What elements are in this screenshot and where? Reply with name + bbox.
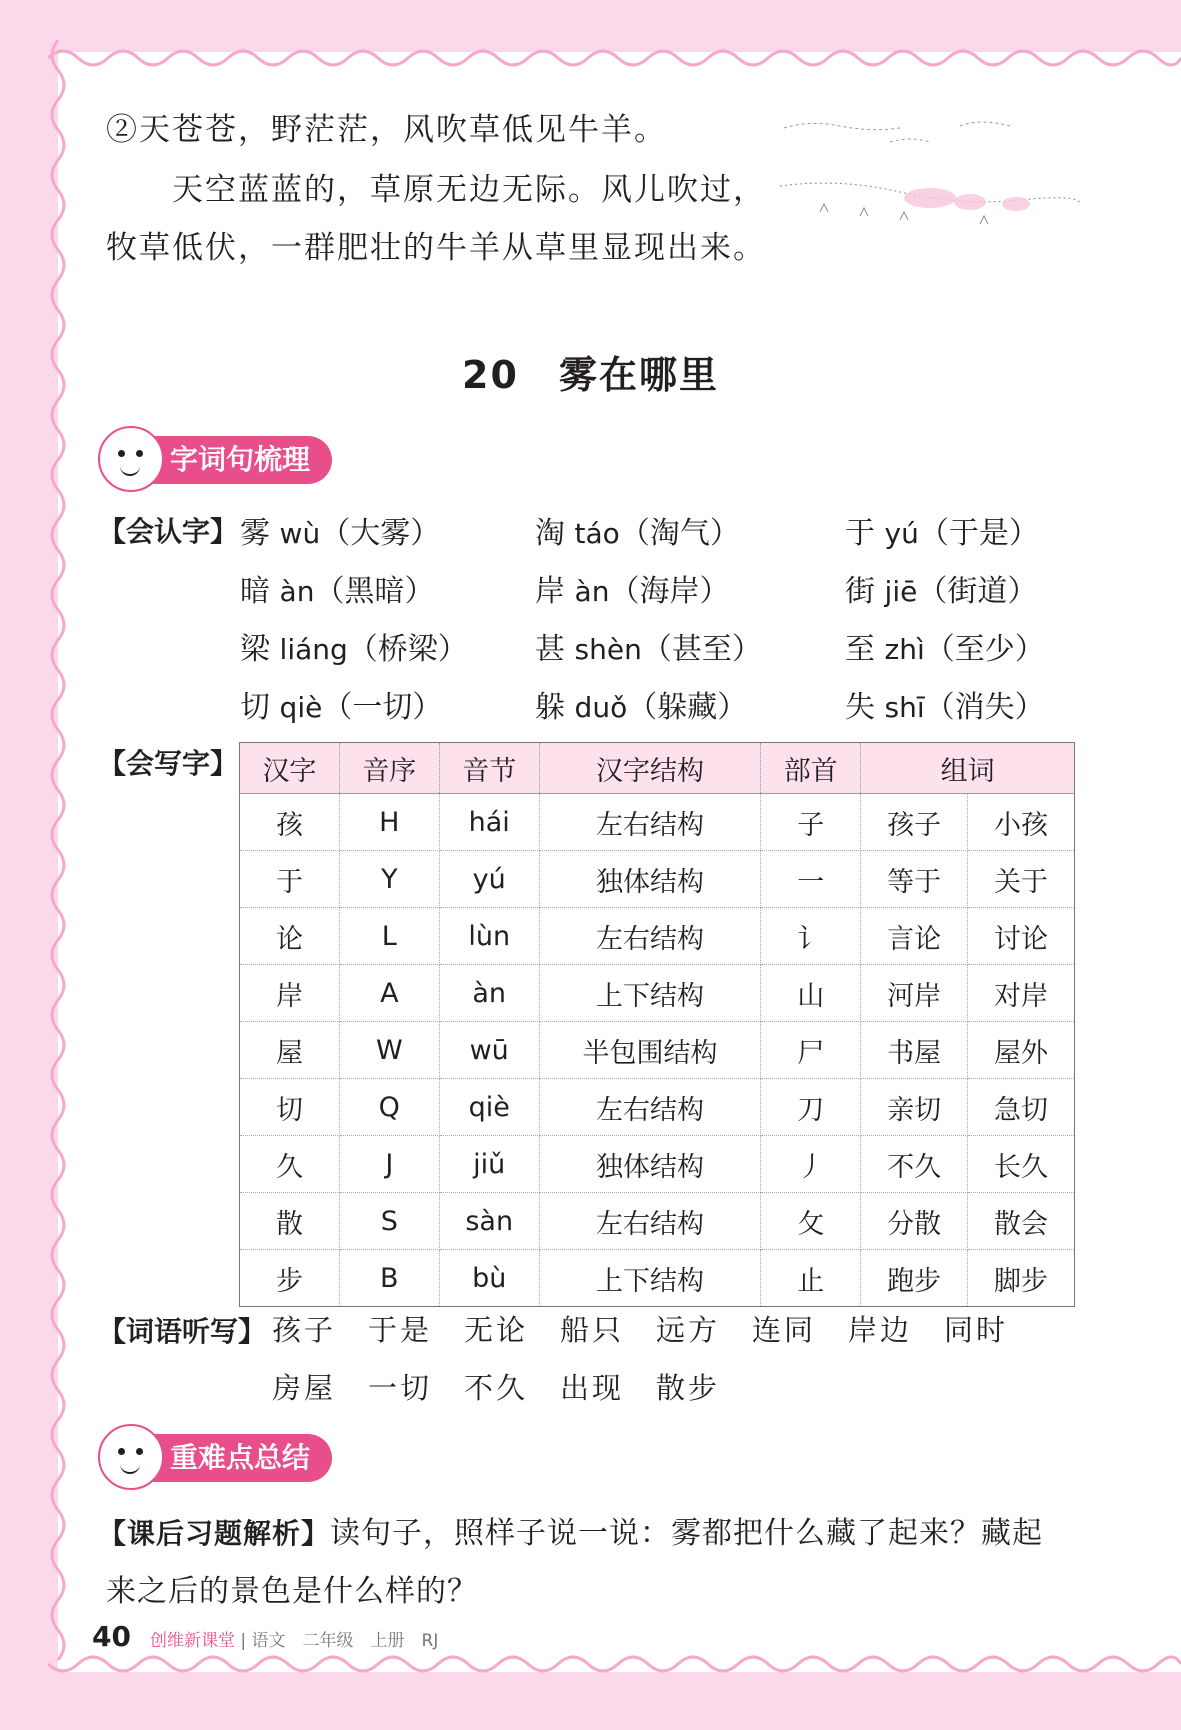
cell-syllable: qiè	[439, 1079, 539, 1136]
header-structure: 汉字结构	[539, 743, 761, 794]
cell-structure: 上下结构	[539, 965, 761, 1022]
table-row	[240, 1022, 1075, 1079]
write-label: 【会写字】	[98, 747, 239, 780]
recognize-item: 甚 shèn（甚至）	[535, 632, 762, 667]
cell-syllable: àn	[439, 965, 539, 1022]
cell-radical: 尸	[761, 1022, 861, 1079]
cell-structure: 半包围结构	[539, 1022, 761, 1079]
grassland-illustration	[780, 112, 1080, 242]
recognize-item: 失 shī（消失）	[845, 690, 1045, 725]
header-words: 组词	[861, 743, 1075, 794]
cell-syllable: sàn	[439, 1193, 539, 1250]
table-row	[240, 965, 1075, 1022]
cell-structure: 左右结构	[539, 794, 761, 851]
recognize-item: 躲 duǒ（躲藏）	[535, 690, 748, 725]
exercise-label: 【课后习题解析】	[98, 1517, 331, 1550]
table-row	[240, 1193, 1075, 1250]
cell-char: 孩	[240, 794, 340, 851]
footer-info: 创维新课堂 | 语文 二年级 上册 RJ	[150, 1631, 439, 1651]
cell-word-1: 亲切	[861, 1079, 968, 1136]
recognize-item: 切 qiè（一切）	[240, 690, 443, 725]
lesson-number: 20	[462, 353, 519, 397]
cell-syllable: lùn	[439, 908, 539, 965]
cell-word-1: 言论	[861, 908, 968, 965]
cell-word-2: 散会	[968, 1193, 1075, 1250]
dictation-line-1: 孩子 于是 无论 船只 远方 连同 岸边 同时	[272, 1313, 1009, 1347]
table-header-row	[240, 743, 1075, 794]
cell-word-2: 长久	[968, 1136, 1075, 1193]
cell-structure: 独体结构	[539, 851, 761, 908]
section-tag-key-points	[104, 1434, 332, 1482]
section-tag-label: 重难点总结	[170, 1441, 311, 1474]
header-syllable: 音节	[439, 743, 539, 794]
cell-word-1: 书屋	[861, 1022, 968, 1079]
decorative-wave-top	[48, 40, 1181, 68]
decorative-wave-bottom	[48, 1652, 1181, 1682]
cell-structure: 上下结构	[539, 1250, 761, 1307]
cell-word-2: 讨论	[968, 908, 1075, 965]
cell-word-1: 等于	[861, 851, 968, 908]
recognize-item: 街 jiē（街道）	[845, 574, 1038, 609]
cell-order: J	[339, 1136, 439, 1193]
dictation-line-2: 房屋 一切 不久 出现 散步	[272, 1371, 721, 1405]
cell-word-1: 孩子	[861, 794, 968, 851]
cell-structure: 左右结构	[539, 1193, 761, 1250]
table-row	[240, 1250, 1075, 1307]
table-row	[240, 908, 1075, 965]
cell-radical: 一	[761, 851, 861, 908]
cell-char: 岸	[240, 965, 340, 1022]
lesson-title	[0, 344, 1181, 399]
cell-structure: 左右结构	[539, 1079, 761, 1136]
section-tag-label: 字词句梳理	[170, 443, 311, 476]
recognize-item: 岸 àn（海岸）	[535, 574, 730, 609]
cell-structure: 左右结构	[539, 908, 761, 965]
recognize-item: 暗 àn（黑暗）	[240, 574, 435, 609]
recognize-item: 于 yú（于是）	[845, 516, 1039, 551]
cell-radical: 刀	[761, 1079, 861, 1136]
cell-word-2: 对岸	[968, 965, 1075, 1022]
cell-syllable: hái	[439, 794, 539, 851]
table-row	[240, 794, 1075, 851]
cell-syllable: yú	[439, 851, 539, 908]
section-tag-vocabulary	[104, 436, 332, 484]
cell-word-2: 关于	[968, 851, 1075, 908]
cell-word-2: 急切	[968, 1079, 1075, 1136]
cell-word-2: 脚步	[968, 1250, 1075, 1307]
cell-word-1: 分散	[861, 1193, 968, 1250]
cell-order: S	[339, 1193, 439, 1250]
cell-word-2: 屋外	[968, 1022, 1075, 1079]
cell-word-1: 河岸	[861, 965, 968, 1022]
mascot-icon	[98, 426, 164, 492]
exercise-text-1: 读句子，照样子说一说：雾都把什么藏了起来？藏起	[330, 1516, 1044, 1551]
footer-book: 语文 二年级 上册 RJ	[251, 1631, 439, 1651]
cell-radical: 止	[761, 1250, 861, 1307]
cell-order: L	[339, 908, 439, 965]
cell-order: W	[339, 1022, 439, 1079]
recognize-item: 淘 táo（淘气）	[535, 516, 740, 551]
cell-order: A	[339, 965, 439, 1022]
recognize-item: 雾 wù（大雾）	[240, 516, 441, 551]
footer-brand: 创维新课堂	[150, 1631, 235, 1651]
recognize-item: 梁 liáng（桥梁）	[240, 632, 468, 667]
cell-structure: 独体结构	[539, 1136, 761, 1193]
cell-radical: 丿	[761, 1136, 861, 1193]
recognize-label: 【会认字】	[98, 515, 239, 548]
cell-char: 切	[240, 1079, 340, 1136]
cell-syllable: jiǔ	[439, 1136, 539, 1193]
cell-word-1: 跑步	[861, 1250, 968, 1307]
cell-syllable: wū	[439, 1022, 539, 1079]
cell-syllable: bù	[439, 1250, 539, 1307]
header-char: 汉字	[240, 743, 340, 794]
header-radical: 部首	[761, 743, 861, 794]
cell-char: 于	[240, 851, 340, 908]
decorative-wave-left	[42, 40, 70, 1680]
cell-char: 久	[240, 1136, 340, 1193]
exercise-line-2: 来之后的景色是什么样的？	[106, 1574, 478, 1609]
cell-radical: 子	[761, 794, 861, 851]
cell-radical: 讠	[761, 908, 861, 965]
lesson-name: 雾在哪里	[558, 353, 719, 397]
cell-radical: 攵	[761, 1193, 861, 1250]
poem-explanation-1: 天空蓝蓝的，草原无边无际。风儿吹过，	[172, 172, 766, 208]
table-row	[240, 1136, 1075, 1193]
poem-explanation-2: 牧草低伏，一群肥壮的牛羊从草里显现出来。	[106, 230, 766, 266]
cell-radical: 山	[761, 965, 861, 1022]
cell-char: 论	[240, 908, 340, 965]
cell-char: 散	[240, 1193, 340, 1250]
cell-char: 屋	[240, 1022, 340, 1079]
exercise-line-1	[98, 1508, 1043, 1552]
cell-word-1: 不久	[861, 1136, 968, 1193]
table-row	[240, 851, 1075, 908]
cell-order: H	[339, 794, 439, 851]
table-row	[240, 1079, 1075, 1136]
recognize-item: 至 zhì（至少）	[845, 632, 1045, 667]
mascot-icon	[98, 1424, 164, 1490]
cell-order: B	[339, 1250, 439, 1307]
dictation-label: 【词语听写】	[98, 1315, 267, 1348]
character-table	[239, 742, 1075, 1307]
cell-order: Y	[339, 851, 439, 908]
page-number: 40	[92, 1620, 131, 1653]
cell-order: Q	[339, 1079, 439, 1136]
cell-char: 步	[240, 1250, 340, 1307]
cell-word-2: 小孩	[968, 794, 1075, 851]
poem-line: ②天苍苍，野茫茫，风吹草低见牛羊。	[106, 112, 667, 148]
header-order: 音序	[339, 743, 439, 794]
